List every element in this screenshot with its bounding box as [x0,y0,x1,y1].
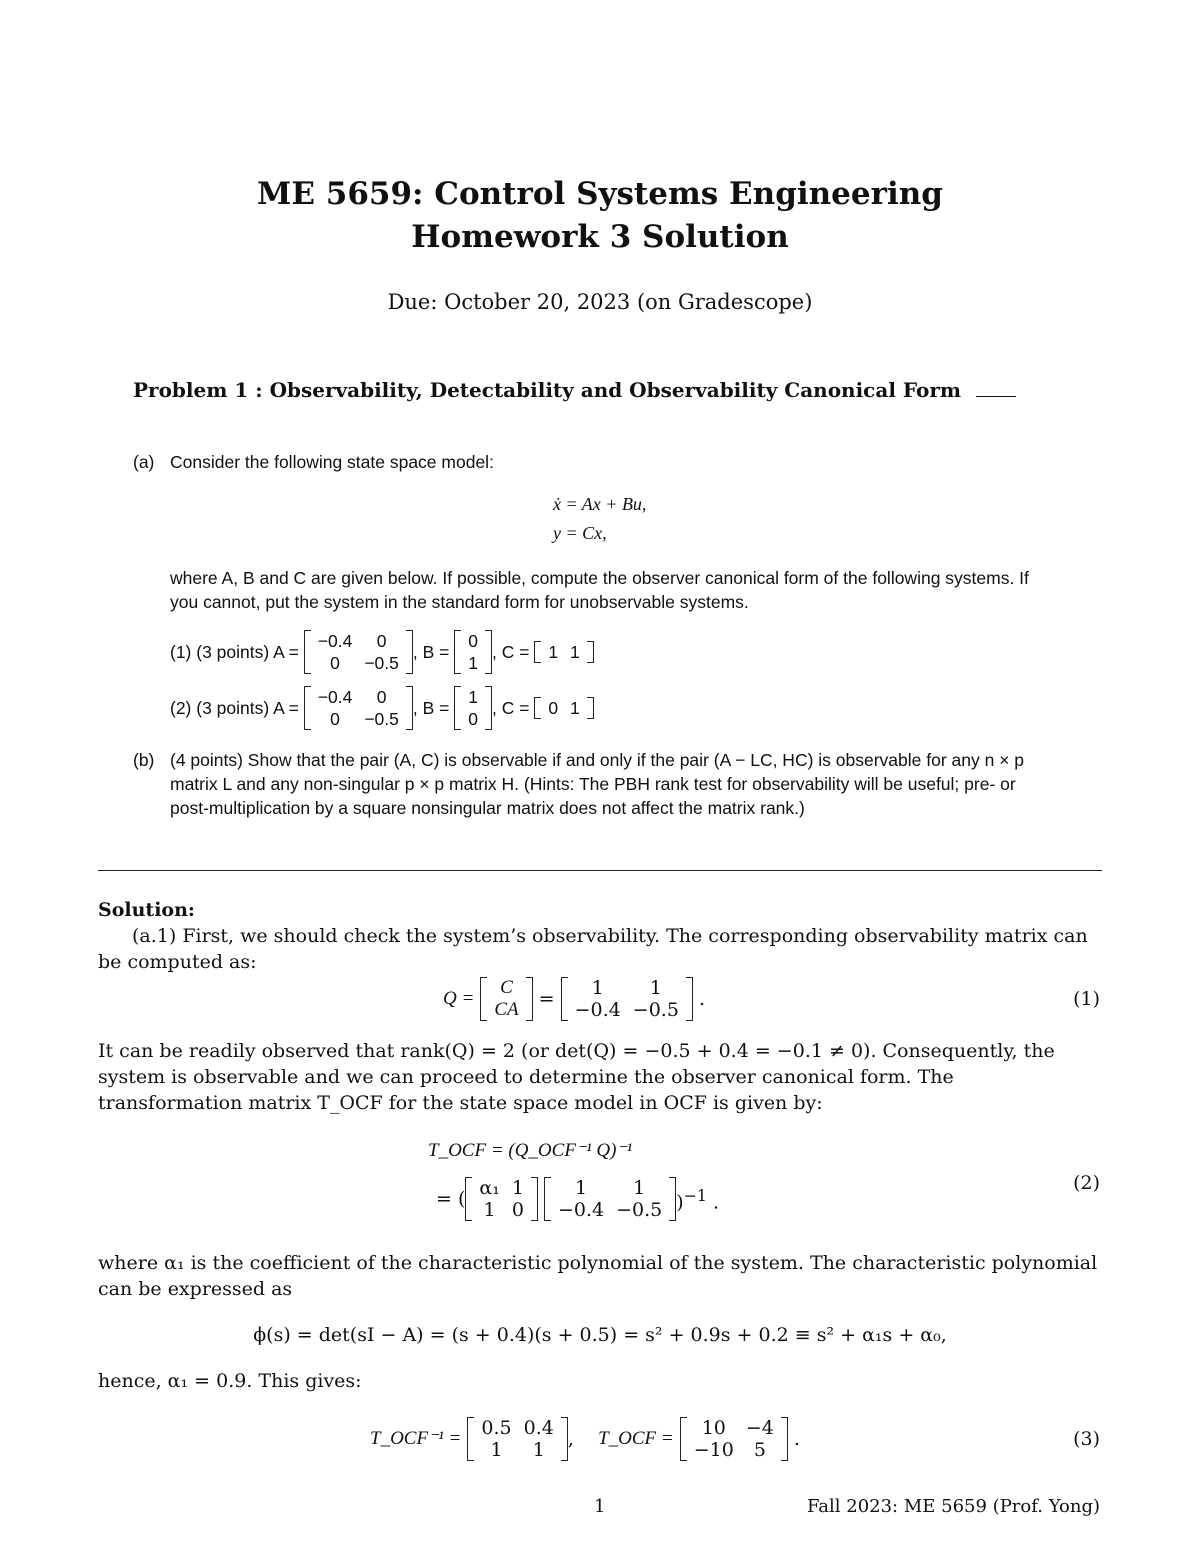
matrix-cell: 0.5 [481,1417,512,1439]
matrix-cell: 10 [701,1417,726,1439]
part-b-text: (4 points) Show that the pair (A, C) is observable if and only if the pair (A − LC, HC) is observable for any n × p matrix L and any non-singular p × p matrix H. (Hints: The PBH rank test for observability will be useful; pre- or post-multiplication by a square nonsingular matrix does not affect the matrix rank.) [170,750,1025,818]
footer-course: Fall 2023: ME 5659 (Prof. Yong) [807,1496,1100,1517]
problem-heading [133,378,1016,402]
solution-para-2: It can be readily observed that rank(Q) = 2 (or det(Q) = −0.5 + 0.4 = −0.1 ≠ 0). Consequently, the system is observable and we can proceed to determine the observer canonical form. The transformation matrix T_OCF for the state space model in OCF is given by: [98,1040,1055,1114]
c-label: , C = [491,642,530,662]
item-2-label: (2) (3 points) A = [170,698,299,718]
matrix-cell: 1 [548,642,559,662]
matrix-cell: 0.4 [523,1417,554,1439]
eq1-lhs: Q = [443,988,475,1009]
due-date: Due: October 20, 2023 (on Gradescope) [387,290,813,314]
matrix-cell: 1 [574,1177,588,1199]
matrix-cell: C [500,977,513,998]
matrix-cell: −4 [745,1417,774,1439]
matrix-cell: α₁ [479,1177,500,1199]
part-a-intro: Consider the following state space model: [170,452,494,472]
matrix-cell: −0.5 [616,1199,663,1221]
matrix-Q [561,977,693,1021]
matrix-cell: 1 [633,1177,646,1199]
matrix-Q-2 [544,1177,676,1221]
part-b-label: (b) [133,750,155,770]
solution-para-3: where α₁ is the coefficient of the characteristic polynomial of the system. The characteristic polynomial can be expressed as [98,1252,1098,1300]
problem-heading-text: Problem 1 : Observability, Detectability and Observability Canonical Form [133,378,962,402]
characteristic-polynomial: ϕ(s) = det(sI − A) = (s + 0.4)(s + 0.5) = s² + 0.9s + 0.2 ≡ s² + α₁s + α₀, [253,1324,947,1346]
matrix-cell: −0.4 [317,687,353,707]
matrix-cell: CA [494,999,519,1020]
output-equation: y = Cx, [553,523,607,543]
matrix-cell: 1 [570,642,580,662]
item-1-label: (1) (3 points) A = [170,642,299,662]
equation-3: T_OCF⁻¹ = 0.5 0.4 1 1 , T_OCF = 10 −4 −10 5 . [370,1417,800,1461]
matrix-cell: 0 [330,653,340,673]
matrix-alpha [465,1177,538,1221]
matrix-cell: 1 [468,653,478,673]
matrix-T [680,1417,788,1461]
item-2 [170,684,594,732]
c-label: , C = [491,698,530,718]
matrix-B-1 [454,630,492,674]
matrix-cell: 0 [330,709,340,729]
eq1-equals: = [538,988,555,1010]
homework-title: Homework 3 Solution [411,219,789,255]
matrix-cell: −0.5 [364,709,399,729]
part-a-label: (a) [133,452,155,472]
b-label: , B = [412,642,450,662]
item-1 [170,628,594,676]
matrix-cell: 0 [376,631,387,651]
matrix-cell: 0 [376,687,387,707]
eq2-line-1: T_OCF = (Q_OCF⁻¹ Q)⁻¹ [428,1140,633,1161]
matrix-cell: 1 [511,1177,524,1199]
eq3-lhs-2: T_OCF = [598,1428,674,1449]
matrix-cell: −0.4 [317,631,353,651]
matrix-cell: −0.4 [557,1199,605,1221]
matrix-Q-col [480,977,532,1021]
matrix-cell: 1 [649,977,662,999]
matrix-cell: 1 [591,977,604,999]
matrix-cell: −0.5 [632,999,679,1021]
matrix-cell: 0 [511,1199,524,1221]
matrix-C-2 [534,697,593,719]
matrix-cell: 0 [468,709,478,729]
section-divider [98,870,1102,871]
matrix-cell: 0 [468,631,478,651]
solution-label: Solution: [98,899,195,921]
eq2-line-2: = ( α₁ 1 1 0 1 1 −0.4 −0.5 )$^{-1}$ . [436,1177,720,1221]
equation-1: Q = C CA = 1 1 −0.4 −0.5 . [443,977,706,1021]
course-title: ME 5659: Control Systems Engineering [257,176,943,212]
eq3-lhs-1: T_OCF⁻¹ = [370,1428,462,1449]
matrix-C-1 [534,641,593,663]
matrix-cell: 0 [548,698,559,718]
matrix-A-2 [304,686,413,730]
part-a-text: where A, B and C are given below. If possible, compute the observer canonical form of the following systems. If you cannot, put the system in the standard form for unobservable systems. [170,568,1029,612]
matrix-cell: −0.5 [364,653,399,673]
matrix-cell: 1 [483,1199,496,1221]
state-equation: ẋ = Ax + Bu, [553,494,647,514]
b-label: , B = [412,698,450,718]
matrix-cell: 1 [532,1439,545,1461]
matrix-A-1 [304,630,413,674]
matrix-cell: 1 [570,698,580,718]
matrix-cell: 5 [753,1439,766,1461]
eq2-number: (2) [1073,1172,1100,1194]
eq3-number: (3) [1073,1428,1100,1450]
solution-para-1: (a.1) First, we should check the system’s observability. The corresponding observability matrix can be computed as: [98,925,1088,973]
matrix-cell: −0.4 [574,999,621,1021]
matrix-cell: 1 [490,1439,503,1461]
page-number: 1 [594,1496,606,1517]
matrix-cell: 1 [468,687,478,707]
solution-para-4: hence, α₁ = 0.9. This gives: [98,1370,362,1392]
eq1-number: (1) [1073,988,1100,1010]
matrix-cell: −10 [693,1439,734,1461]
matrix-T-inv [467,1417,567,1461]
matrix-B-2 [454,686,492,730]
heading-rule [976,396,1016,397]
